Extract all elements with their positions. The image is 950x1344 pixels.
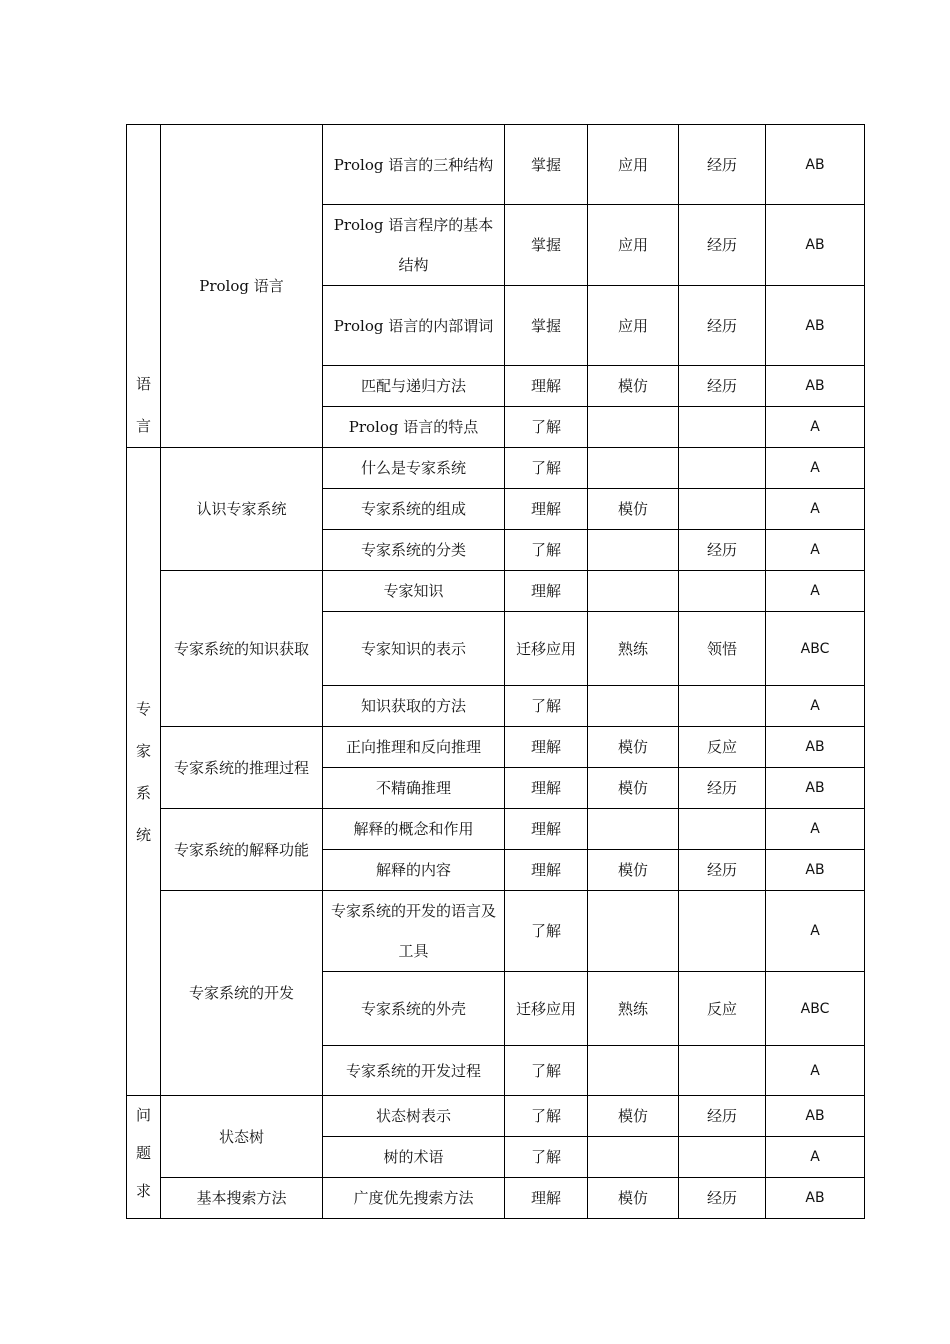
topic-cell: 专家系统的组成 — [323, 489, 505, 530]
knowledge-goal-cell: 理解 — [505, 366, 588, 407]
topic-cell: Prolog 语言的三种结构 — [323, 125, 505, 205]
topic-cell: Prolog 语言的内部谓词 — [323, 286, 505, 366]
category-cell: 语言 — [127, 125, 161, 448]
topic-cell: 广度优先搜索方法 — [323, 1178, 505, 1219]
knowledge-goal-cell: 掌握 — [505, 125, 588, 205]
knowledge-goal-cell: 理解 — [505, 571, 588, 612]
knowledge-goal-cell: 理解 — [505, 489, 588, 530]
knowledge-goal-cell: 了解 — [505, 1096, 588, 1137]
skill-goal-cell — [588, 407, 679, 448]
skill-goal-cell: 熟练 — [588, 972, 679, 1046]
skill-goal-cell: 模仿 — [588, 366, 679, 407]
skill-goal-cell — [588, 1137, 679, 1178]
topic-cell: 知识获取的方法 — [323, 686, 505, 727]
skill-goal-cell — [588, 891, 679, 972]
topic-cell: 什么是专家系统 — [323, 448, 505, 489]
level-cell: ABC — [766, 612, 865, 686]
level-cell: AB — [766, 125, 865, 205]
attitude-goal-cell: 领悟 — [679, 612, 766, 686]
knowledge-goal-cell: 了解 — [505, 891, 588, 972]
attitude-goal-cell — [679, 448, 766, 489]
knowledge-goal-cell: 了解 — [505, 686, 588, 727]
skill-goal-cell: 模仿 — [588, 489, 679, 530]
skill-goal-cell — [588, 809, 679, 850]
attitude-goal-cell — [679, 489, 766, 530]
attitude-goal-cell: 反应 — [679, 972, 766, 1046]
skill-goal-cell — [588, 571, 679, 612]
attitude-goal-cell — [679, 809, 766, 850]
topic-cell: 解释的内容 — [323, 850, 505, 891]
attitude-goal-cell: 反应 — [679, 727, 766, 768]
subtopic-cell: Prolog 语言 — [161, 125, 323, 448]
level-cell: AB — [766, 1096, 865, 1137]
topic-cell: 匹配与递归方法 — [323, 366, 505, 407]
level-cell: A — [766, 686, 865, 727]
level-cell: AB — [766, 850, 865, 891]
knowledge-goal-cell: 掌握 — [505, 286, 588, 366]
level-cell: AB — [766, 768, 865, 809]
level-cell: A — [766, 407, 865, 448]
attitude-goal-cell: 经历 — [679, 205, 766, 286]
table-row — [127, 1096, 865, 1137]
level-cell: AB — [766, 1178, 865, 1219]
skill-goal-cell: 模仿 — [588, 768, 679, 809]
attitude-goal-cell: 经历 — [679, 1096, 766, 1137]
level-cell: A — [766, 489, 865, 530]
level-cell: A — [766, 530, 865, 571]
attitude-goal-cell — [679, 407, 766, 448]
knowledge-goal-cell: 理解 — [505, 1178, 588, 1219]
topic-cell: 专家系统的开发的语言及工具 — [323, 891, 505, 972]
attitude-goal-cell: 经历 — [679, 768, 766, 809]
level-cell: AB — [766, 205, 865, 286]
knowledge-goal-cell: 迁移应用 — [505, 612, 588, 686]
topic-cell: 专家系统的外壳 — [323, 972, 505, 1046]
skill-goal-cell: 模仿 — [588, 850, 679, 891]
table-row — [127, 809, 865, 850]
subtopic-cell: 专家系统的开发 — [161, 891, 323, 1096]
subtopic-cell: 认识专家系统 — [161, 448, 323, 571]
topic-cell: 专家系统的开发过程 — [323, 1046, 505, 1096]
knowledge-goal-cell: 理解 — [505, 727, 588, 768]
skill-goal-cell: 模仿 — [588, 1178, 679, 1219]
skill-goal-cell: 应用 — [588, 125, 679, 205]
table-row — [127, 448, 865, 489]
table-row — [127, 1178, 865, 1219]
skill-goal-cell — [588, 1046, 679, 1096]
topic-cell: 专家知识 — [323, 571, 505, 612]
level-cell: A — [766, 891, 865, 972]
topic-cell: 不精确推理 — [323, 768, 505, 809]
knowledge-goal-cell: 掌握 — [505, 205, 588, 286]
topic-cell: 正向推理和反向推理 — [323, 727, 505, 768]
topic-cell: 状态树表示 — [323, 1096, 505, 1137]
topic-cell: 专家系统的分类 — [323, 530, 505, 571]
knowledge-goal-cell: 了解 — [505, 448, 588, 489]
level-cell: A — [766, 571, 865, 612]
level-cell: AB — [766, 286, 865, 366]
table-row — [127, 571, 865, 612]
skill-goal-cell — [588, 530, 679, 571]
skill-goal-cell — [588, 686, 679, 727]
level-cell: AB — [766, 727, 865, 768]
level-cell: A — [766, 1046, 865, 1096]
attitude-goal-cell: 经历 — [679, 1178, 766, 1219]
knowledge-goal-cell: 了解 — [505, 407, 588, 448]
level-cell: ABC — [766, 972, 865, 1046]
subtopic-cell: 专家系统的推理过程 — [161, 727, 323, 809]
attitude-goal-cell: 经历 — [679, 286, 766, 366]
skill-goal-cell: 模仿 — [588, 1096, 679, 1137]
skill-goal-cell: 应用 — [588, 205, 679, 286]
knowledge-goal-cell: 理解 — [505, 850, 588, 891]
attitude-goal-cell — [679, 686, 766, 727]
knowledge-goal-cell: 理解 — [505, 809, 588, 850]
topic-cell: Prolog 语言程序的基本结构 — [323, 205, 505, 286]
level-cell: AB — [766, 366, 865, 407]
attitude-goal-cell — [679, 571, 766, 612]
attitude-goal-cell — [679, 1137, 766, 1178]
knowledge-goal-cell: 了解 — [505, 1046, 588, 1096]
attitude-goal-cell — [679, 891, 766, 972]
knowledge-goal-cell: 了解 — [505, 1137, 588, 1178]
table-row — [127, 125, 865, 205]
attitude-goal-cell: 经历 — [679, 366, 766, 407]
topic-cell: 解释的概念和作用 — [323, 809, 505, 850]
curriculum-table — [126, 124, 865, 1219]
topic-cell: Prolog 语言的特点 — [323, 407, 505, 448]
skill-goal-cell: 熟练 — [588, 612, 679, 686]
skill-goal-cell: 应用 — [588, 286, 679, 366]
subtopic-cell: 基本搜索方法 — [161, 1178, 323, 1219]
subtopic-cell: 状态树 — [161, 1096, 323, 1178]
level-cell: A — [766, 1137, 865, 1178]
attitude-goal-cell: 经历 — [679, 850, 766, 891]
attitude-goal-cell: 经历 — [679, 530, 766, 571]
knowledge-goal-cell: 理解 — [505, 768, 588, 809]
table-row — [127, 891, 865, 972]
level-cell: A — [766, 809, 865, 850]
skill-goal-cell: 模仿 — [588, 727, 679, 768]
knowledge-goal-cell: 迁移应用 — [505, 972, 588, 1046]
table-row — [127, 727, 865, 768]
subtopic-cell: 专家系统的解释功能 — [161, 809, 323, 891]
level-cell: A — [766, 448, 865, 489]
category-cell: 问题求 — [127, 1096, 161, 1219]
attitude-goal-cell: 经历 — [679, 125, 766, 205]
subtopic-cell: 专家系统的知识获取 — [161, 571, 323, 727]
topic-cell: 专家知识的表示 — [323, 612, 505, 686]
category-cell: 专家系统 — [127, 448, 161, 1096]
attitude-goal-cell — [679, 1046, 766, 1096]
knowledge-goal-cell: 了解 — [505, 530, 588, 571]
skill-goal-cell — [588, 448, 679, 489]
topic-cell: 树的术语 — [323, 1137, 505, 1178]
